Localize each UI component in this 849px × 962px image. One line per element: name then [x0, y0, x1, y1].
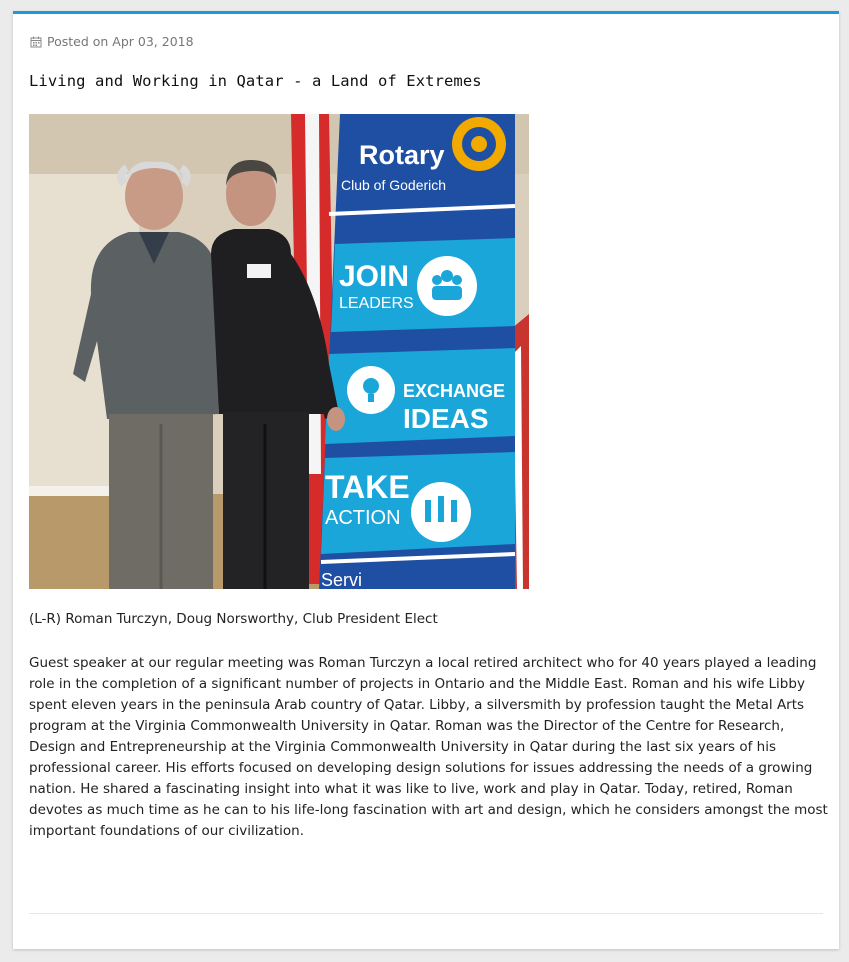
post-photo[interactable]	[29, 114, 529, 589]
post-date: Posted on Apr 03, 2018	[47, 34, 194, 49]
rotary-banner	[319, 114, 515, 589]
banner-join-2: LEADERS	[339, 295, 414, 312]
banner-exchange-1: EXCHANGE	[403, 381, 506, 401]
post-body: Guest speaker at our regular meeting was Roman Turczyn a local retired architect who for 40 years played a leading role in the completion of a significant number of projects in Ontario and the Middle East. Roman and his wife Libby spent eleven years in the peninsula Arab country of Qatar. Libby, a silversmith by profession taught the Metal Arts program at the Virginia Commonwealth University in Qatar. Roman was the Director of the Centre for Research, Design and Entrepreneurship at the Virginia Commonwealth University in Qatar during the last six years of his professional career. His efforts focused on developing design solutions for issues addressing the needs of a growing nation. He shared a fascinating insight into what it was like to live, work and play in Qatar. Today, retired, Roman devotes as much time as he can to his life-long fascination with art and design, which he considers amongst the most important foundations of our civilization.	[29, 655, 828, 839]
banner-bottom: Servi	[321, 570, 363, 589]
banner-exchange-2: IDEAS	[403, 403, 489, 434]
banner-take-2: ACTION	[325, 507, 401, 529]
banner-join-1: JOIN	[339, 260, 410, 293]
photo-caption: (L-R) Roman Turczyn, Doug Norsworthy, Club President Elect	[29, 611, 438, 627]
post-title[interactable]: Living and Working in Qatar - a Land of Extremes	[29, 72, 482, 90]
banner-take-1: TAKE	[325, 469, 410, 505]
banner-club: Club of Goderich	[341, 177, 447, 193]
calendar-icon	[30, 36, 42, 48]
name-tag	[247, 264, 271, 278]
banner-brand: Rotary	[359, 140, 445, 170]
post-footer-divider	[29, 913, 823, 914]
photo-illustration	[29, 114, 529, 589]
post-card	[13, 11, 839, 949]
post-meta	[30, 34, 194, 49]
